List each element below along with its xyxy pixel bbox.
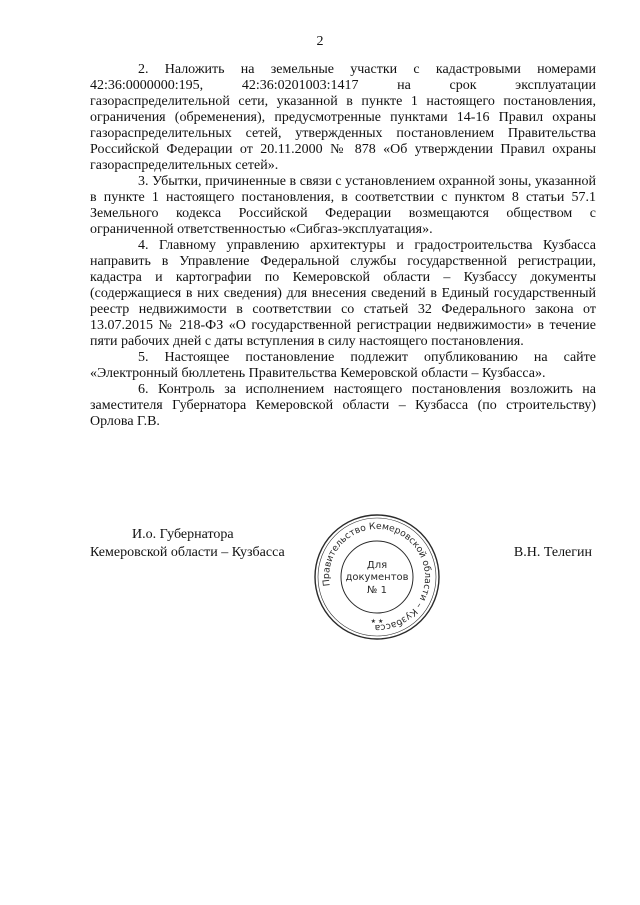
- signatory-name: В.Н. Телегин: [513, 545, 592, 560]
- seal-stars: ★ ★: [370, 618, 384, 625]
- paragraph-5: 5. Настоящее постановление подлежит опубликованию на сайте «Электронный бюллетень Правительства Кемеровской области – Кузбасса».: [90, 350, 596, 381]
- paragraph-4: 4. Главному управлению архитектуры и градостроительства Кузбасса направить в Управление Федеральной службы государственной регистрации, кадастра и картографии по Кемеровской области – Кузбассу документы (содержащиеся в них сведения) для внесения сведений в Единый государственный реестр недвижимости в соответствии со статьей 32 Федерального закона от 13.07.2015 № 218-ФЗ «О государственной регистрации недвижимости» в течение пяти рабочих дней с даты вступления в силу настоящего постановления.: [90, 238, 596, 349]
- signatory-title-line1: И.о. Губернатора: [132, 527, 234, 542]
- signatory-title: [90, 526, 330, 562]
- seal-ring-text-path: Правительство Кемеровской области – Кузбасса: [320, 520, 434, 634]
- seal-center-line3: № 1: [367, 585, 387, 596]
- paragraph-2: 2. Наложить на земельные участки с кадастровыми номерами 42:36:0000000:195, 42:36:0201003:1417 на срок эксплуатации газораспределительной сети, указанной в пункте 1 настоящего постановления, ограничения (обременения), предусмотренные пунктами 14-16 Правил охраны газораспределительных сетей, утвержденных постановлением Правительства Российской Федерации от 20.11.2000 № 878 «Об утверждении Правил охраны газораспределительных сетей».: [90, 62, 596, 173]
- seal-stamp-icon: [312, 512, 442, 642]
- seal-center-line1: Для: [366, 560, 388, 571]
- page-number: 2: [316, 34, 324, 49]
- signatory-title-line2: Кемеровской области – Кузбасса: [90, 545, 285, 560]
- official-seal: [312, 512, 442, 642]
- paragraph-3: 3. Убытки, причиненные в связи с установлением охранной зоны, указанной в пункте 1 настоящего постановления, в соответствии с пунктом 8 статьи 57.1 Земельного кодекса Российской Федерации возмещаются обществом с ограниченной ответственностью «Сибгаз-эксплуатация».: [90, 174, 596, 237]
- seal-center-line2: документов: [345, 572, 409, 583]
- document-body: [90, 62, 596, 430]
- paragraph-6: 6. Контроль за исполнением настоящего постановления возложить на заместителя Губернатора Кемеровской области – Кузбасса (по строительству) Орлова Г.В.: [90, 382, 596, 429]
